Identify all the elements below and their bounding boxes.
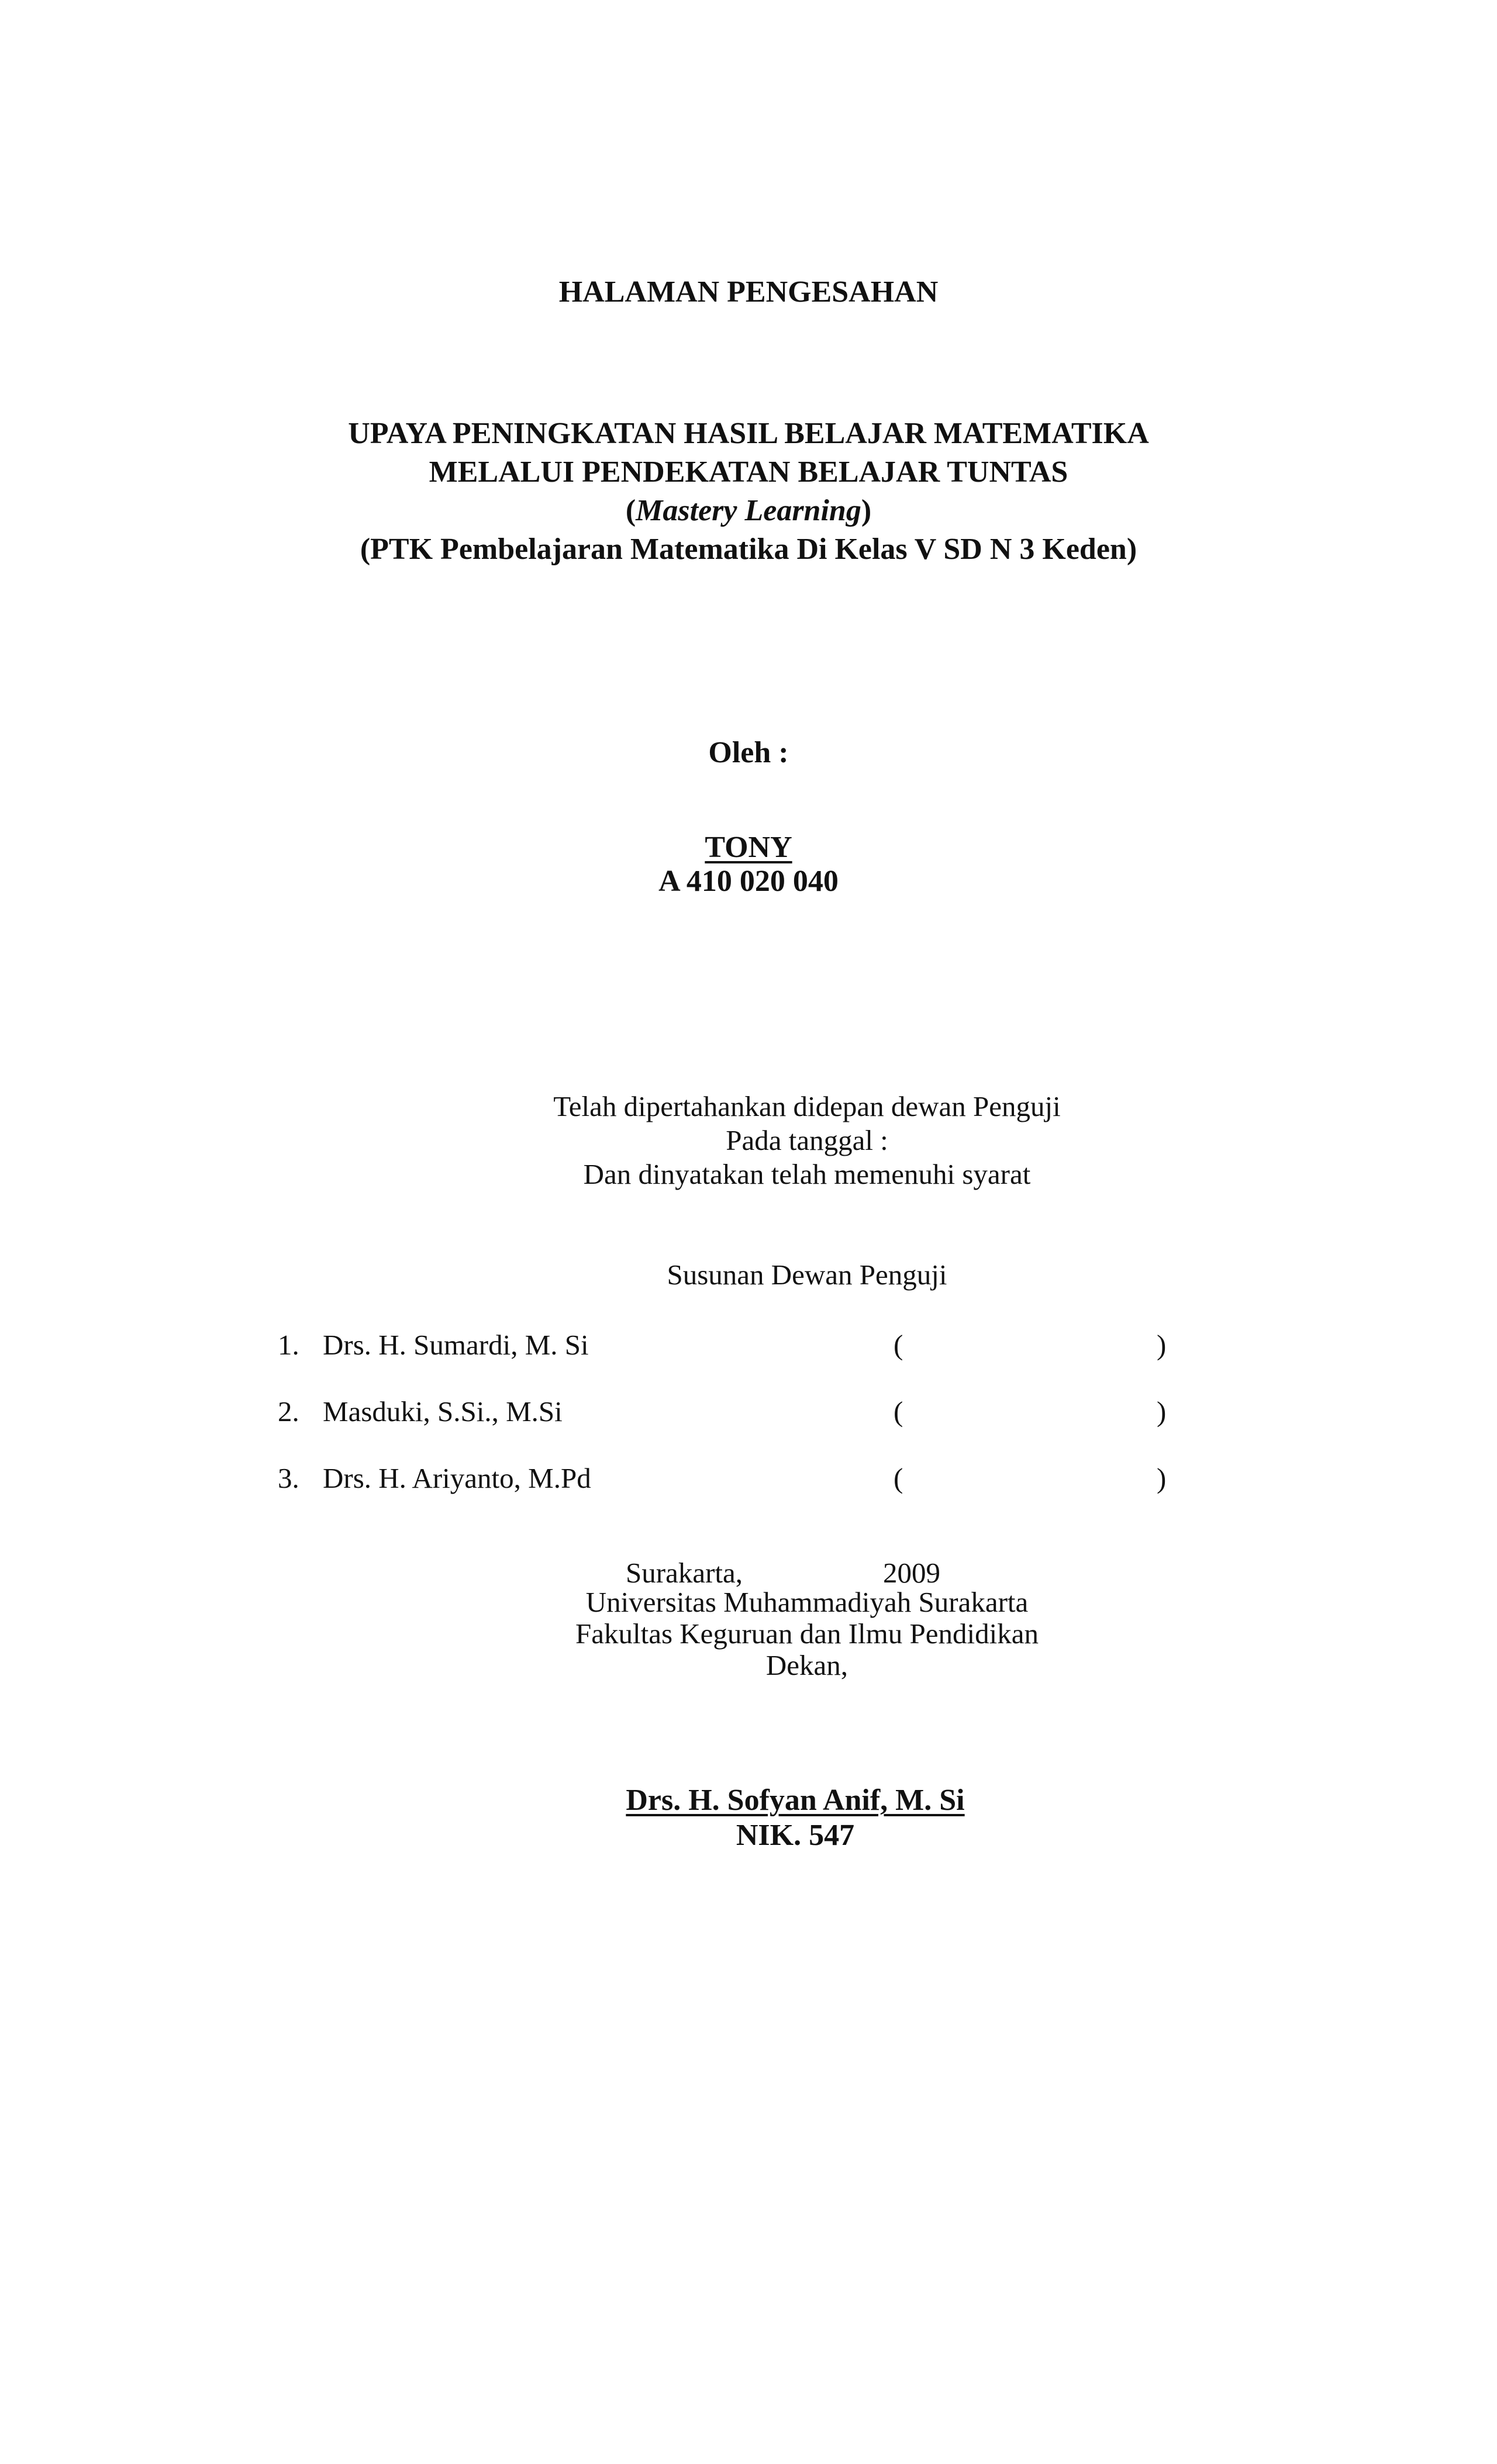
examiner-number: 3. <box>278 1462 299 1494</box>
examiner-name: Drs. H. Ariyanto, M.Pd <box>323 1462 591 1494</box>
defended-line-2: Pada tanggal : <box>726 1124 888 1156</box>
thesis-title-line-3 <box>0 493 1497 528</box>
thesis-title-line-1: UPAYA PENINGKATAN HASIL BELAJAR MATEMATIKA <box>348 417 1149 450</box>
signature-paren-close: ) <box>1157 1462 1167 1494</box>
examiner-row <box>0 1461 1497 1497</box>
dean-name-text: Drs. H. Sofyan Anif, M. Si <box>626 1784 965 1817</box>
page-title: HALAMAN PENGESAHAN <box>558 275 939 309</box>
thesis-title-line-2: MELALUI PENDEKATAN BELAJAR TUNTAS <box>429 455 1068 489</box>
signature-paren-open: ( <box>894 1395 903 1428</box>
author-name-text: TONY <box>705 831 792 864</box>
examiner-row <box>0 1328 1497 1363</box>
place-year: 2009 <box>883 1557 940 1589</box>
board-heading: Susunan Dewan Penguji <box>667 1259 947 1291</box>
thesis-subtitle-italic: Mastery Learning <box>636 494 861 527</box>
author-nim: A 410 020 040 <box>658 865 839 898</box>
paren-open: ( <box>625 494 636 527</box>
examiner-number: 2. <box>278 1395 299 1428</box>
author-name <box>0 830 1497 865</box>
thesis-title-line-4: (PTK Pembelajaran Matematika Di Kelas V SD N 3 Keden) <box>360 533 1137 566</box>
examiner-name: Masduki, S.Si., M.Si <box>323 1395 563 1428</box>
defended-line-1: Telah dipertahankan didepan dewan Penguji <box>553 1090 1061 1122</box>
defended-line-3: Dan dinyatakan telah memenuhi syarat <box>583 1158 1031 1190</box>
signature-paren-open: ( <box>894 1329 903 1361</box>
signature-paren-close: ) <box>1157 1329 1167 1361</box>
university-name: Universitas Muhammadiyah Surakarta <box>585 1586 1029 1618</box>
dean-name <box>444 1783 1146 1817</box>
dean-title: Dekan, <box>765 1649 848 1681</box>
place-city: Surakarta, <box>626 1557 743 1589</box>
by-label: Oleh : <box>708 736 789 769</box>
signature-paren-open: ( <box>894 1462 903 1494</box>
signature-paren-close: ) <box>1157 1395 1167 1428</box>
examiner-name: Drs. H. Sumardi, M. Si <box>323 1329 589 1361</box>
faculty-name: Fakultas Keguruan dan Ilmu Pendidikan <box>575 1618 1039 1650</box>
examiner-number: 1. <box>278 1329 299 1361</box>
examiner-row <box>0 1395 1497 1430</box>
dean-nik: NIK. 547 <box>736 1819 855 1852</box>
paren-close: ) <box>861 494 872 527</box>
